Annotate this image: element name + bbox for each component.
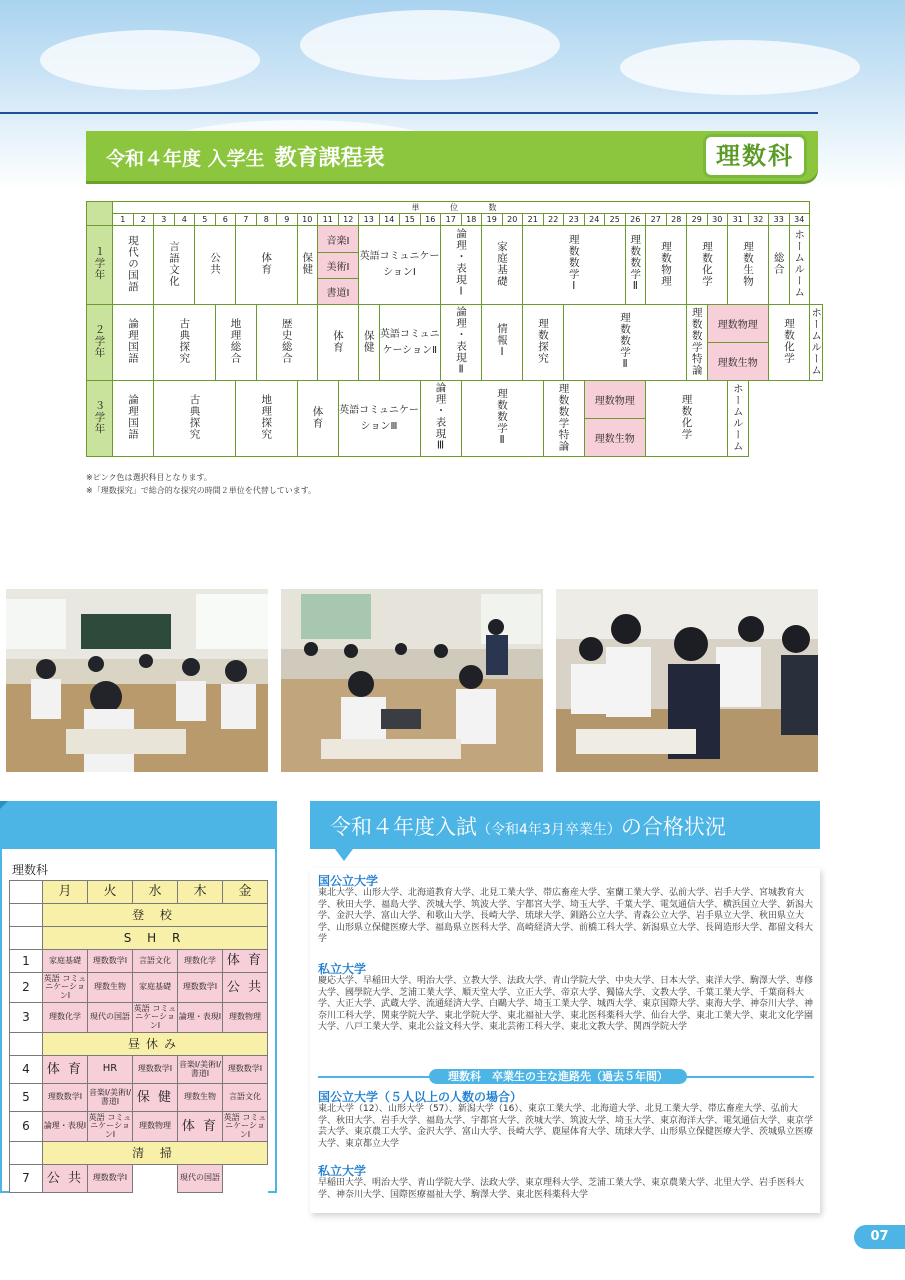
year3-label: ３学年 — [87, 381, 113, 457]
classroom-photo-1 — [6, 589, 268, 772]
national-list: 東北大学、山形大学、北海道教育大学、北見工業大学、帯広畜産大学、室蘭工業大学、弘前大学、岩手大学、宮城教育大学、秋田大学、福島大学、茨城大学、筑波大学、宇都宮大学、埼玉大学、千葉大学、電気通信大学、横浜国立大学、新潟大学、金沢大学、富山大学、和歌山大学、長崎大学、琉球大学、釧路公立大学、青森公立大学、岩手県立大学、秋田県立大学、山形県立保健医療大学、福島県立医科大学、高崎経済大学、前橋工科大学、新潟県立大学、長岡造形大学、都留文科大学 — [318, 888, 814, 944]
private2-heading: 私立大学 — [318, 1164, 367, 1178]
event-lunch: 昼休み — [43, 1033, 268, 1056]
year2-row: ２学年 論理国語 古典探究 地理総合 歴史総合 体育 保健 英語コミュニケーションⅡ 論理・表現Ⅱ 情報Ⅰ 理数探究 理数数学Ⅱ 理数数学特論 理数物理 理数化学 ホームルーム — [87, 305, 824, 343]
year1-row: １学年 現代の国語 言語文化 公共 体育 保健 音楽Ⅰ 英語コミュニケーションⅠ 論理・表現Ⅰ 家庭基礎 理数数学Ⅰ 理数数学Ⅱ 理数物理 理数化学 理数生物 総合 ホームルーム — [87, 226, 824, 253]
units-header: 単 位 数 — [113, 202, 810, 214]
results-header-bar — [310, 801, 820, 849]
event-arrival: 登 校 — [43, 904, 268, 927]
national2-heading: 国公立大学（５人以上の人数の場合） — [318, 1090, 523, 1104]
period-row: 5 理数数学Ⅰ 音楽Ⅰ/美術Ⅰ/書道Ⅰ 保 健 理数生物 言語文化 — [10, 1084, 268, 1112]
timetable-header-bar — [0, 801, 277, 849]
period-row: 4 体 育 HR 理数数学Ⅰ 音楽Ⅰ/美術Ⅰ/書道Ⅰ 理数数学Ⅰ — [10, 1056, 268, 1084]
private-list: 慶応大学、早稲田大学、明治大学、立教大学、法政大学、青山学院大学、中央大学、日本大学、東洋大学、駒澤大学、専修大学、國學院大学、芝浦工業大学、順天堂大学、立正大学、帝京大学、獨協大学、文教大学、千葉工業大学、千葉商科大学、大正大学、武蔵大学、流通経済大学、白鷗大学、埼玉工業大学、城西大学、東京国際大学、東海大学、神奈川大学、神奈川工科大学、関東学院大学、東北学院大学、東北福祉大学、東北医科薬科大学、仙台大学、東北工業大学、東北文化学園大学、八戸工業大学、東北公益文科大学、東北芸術工科大学、東北文教大学、関西学院大学 — [318, 976, 814, 1032]
curriculum-table: 単 位 数 1 2 3 4 5 6 7 8 9 10 11 12 13 14 15 16 17 18 19 20 21 22 23 24 25 26 27 28 29 30 31 32 33 34 １学年 現代の国語 言語文化 公共 体育 保健 音楽Ⅰ 英語コミュニケーションⅠ 論理・表現Ⅰ 家庭基礎 理数数学Ⅰ 理数数学Ⅱ 理数物理 理数化学 理数生物 総合 ホームルーム 美術Ⅰ 書道Ⅰ ２学年 論理国語 古典探究 地理総合 歴史総合 体育 保健 英語コミュニケーションⅡ 論理・表現Ⅱ 情報Ⅰ 理数探究 理数数学Ⅱ 理数数学特論 理数物理 理数化学 ホームルーム 理数生物 ３学年 論理国語 古典探究 地理探究 体育 英語コミュニケーションⅢ 論理・表現Ⅲ 理数数学Ⅱ 理数数学特論 理数物理 理数化学 ホームルーム 理数生物 — [86, 201, 823, 457]
event-cleaning: 清 掃 — [43, 1142, 268, 1165]
private-heading: 私立大学 — [318, 962, 367, 976]
curriculum-notes: ※ピンク色は選択科目となります。 ※「理数探究」で総合的な探究の時間２単位を代替しています。 — [86, 473, 317, 495]
career-subtitle: 理数科 卒業生の主な進路先（過去５年間） — [429, 1069, 687, 1084]
page-title: 令和４年度 入学生 教育課程表 — [106, 146, 385, 171]
period-row: 3 理数化学 現代の国語 英語 コミュニケーションⅠ 論理・表現Ⅰ 理数物理 — [10, 1003, 268, 1033]
national2-list: 東北大学（12）、山形大学（57）、新潟大学（16）、東京工業大学、北海道大学、北見工業大学、帯広畜産大学、弘前大学、秋田大学、岩手大学、福島大学、宇都宮大学、茨城大学、筑波大学、埼玉大学、東京海洋大学、電気通信大学、東京学芸大学、東京農工大学、金沢大学、富山大学、長崎大学、鹿屋体育大学、琉球大学、山形県立保健医療大学、茨城県立医療大学、東京都立大学 — [318, 1104, 814, 1149]
header-rule — [0, 112, 818, 114]
results-pointer — [335, 849, 353, 861]
page-number: 07 — [854, 1225, 905, 1249]
year2-label: ２学年 — [87, 305, 113, 381]
private2-list: 早稲田大学、明治大学、青山学院大学、法政大学、東京理科大学、芝浦工業大学、東京農業大学、北里大学、岩手医科大学、神奈川大学、国際医療福祉大学、駒澤大学、東北医科薬科大学 — [318, 1178, 805, 1200]
period-row: 1 家庭基礎 理数数学Ⅰ 言語文化 理数化学 体 育 — [10, 950, 268, 973]
event-shr: S H R — [43, 927, 268, 950]
department-badge: 理数科 — [703, 134, 807, 178]
day-header-row: 月 火 水 木 金 — [10, 881, 268, 904]
period-row: 2 英語 コミュニケーションⅠ 理数生物 家庭基礎 理数数学Ⅰ 公 共 — [10, 973, 268, 1003]
national-heading: 国公立大学 — [318, 874, 379, 888]
year3-row: ３学年 論理国語 古典探究 地理探究 体育 英語コミュニケーションⅢ 論理・表現Ⅲ 理数数学Ⅱ 理数数学特論 理数物理 理数化学 ホームルーム — [87, 381, 824, 419]
period-row: 7 公 共 理数数学Ⅰ 現代の国語 — [10, 1165, 268, 1193]
timetable — [9, 880, 268, 1193]
unit-number-row: 1 2 3 4 5 6 7 8 9 10 11 12 13 14 15 16 17 18 19 20 21 22 23 24 25 26 27 28 29 30 31 32 33 34 — [87, 214, 824, 226]
year1-label: １学年 — [87, 226, 113, 305]
classroom-photo-2 — [281, 589, 543, 772]
timetable-name: 理数科 — [12, 863, 49, 877]
results-title: 令和４年度入試（令和4年3月卒業生）の合格状況 — [330, 815, 726, 839]
classroom-photo-3 — [556, 589, 818, 772]
period-row: 6 論理・表現Ⅰ 英語 コミュニケーションⅠ 理数物理 体 育 英語 コミュニケーションⅠ — [10, 1112, 268, 1142]
